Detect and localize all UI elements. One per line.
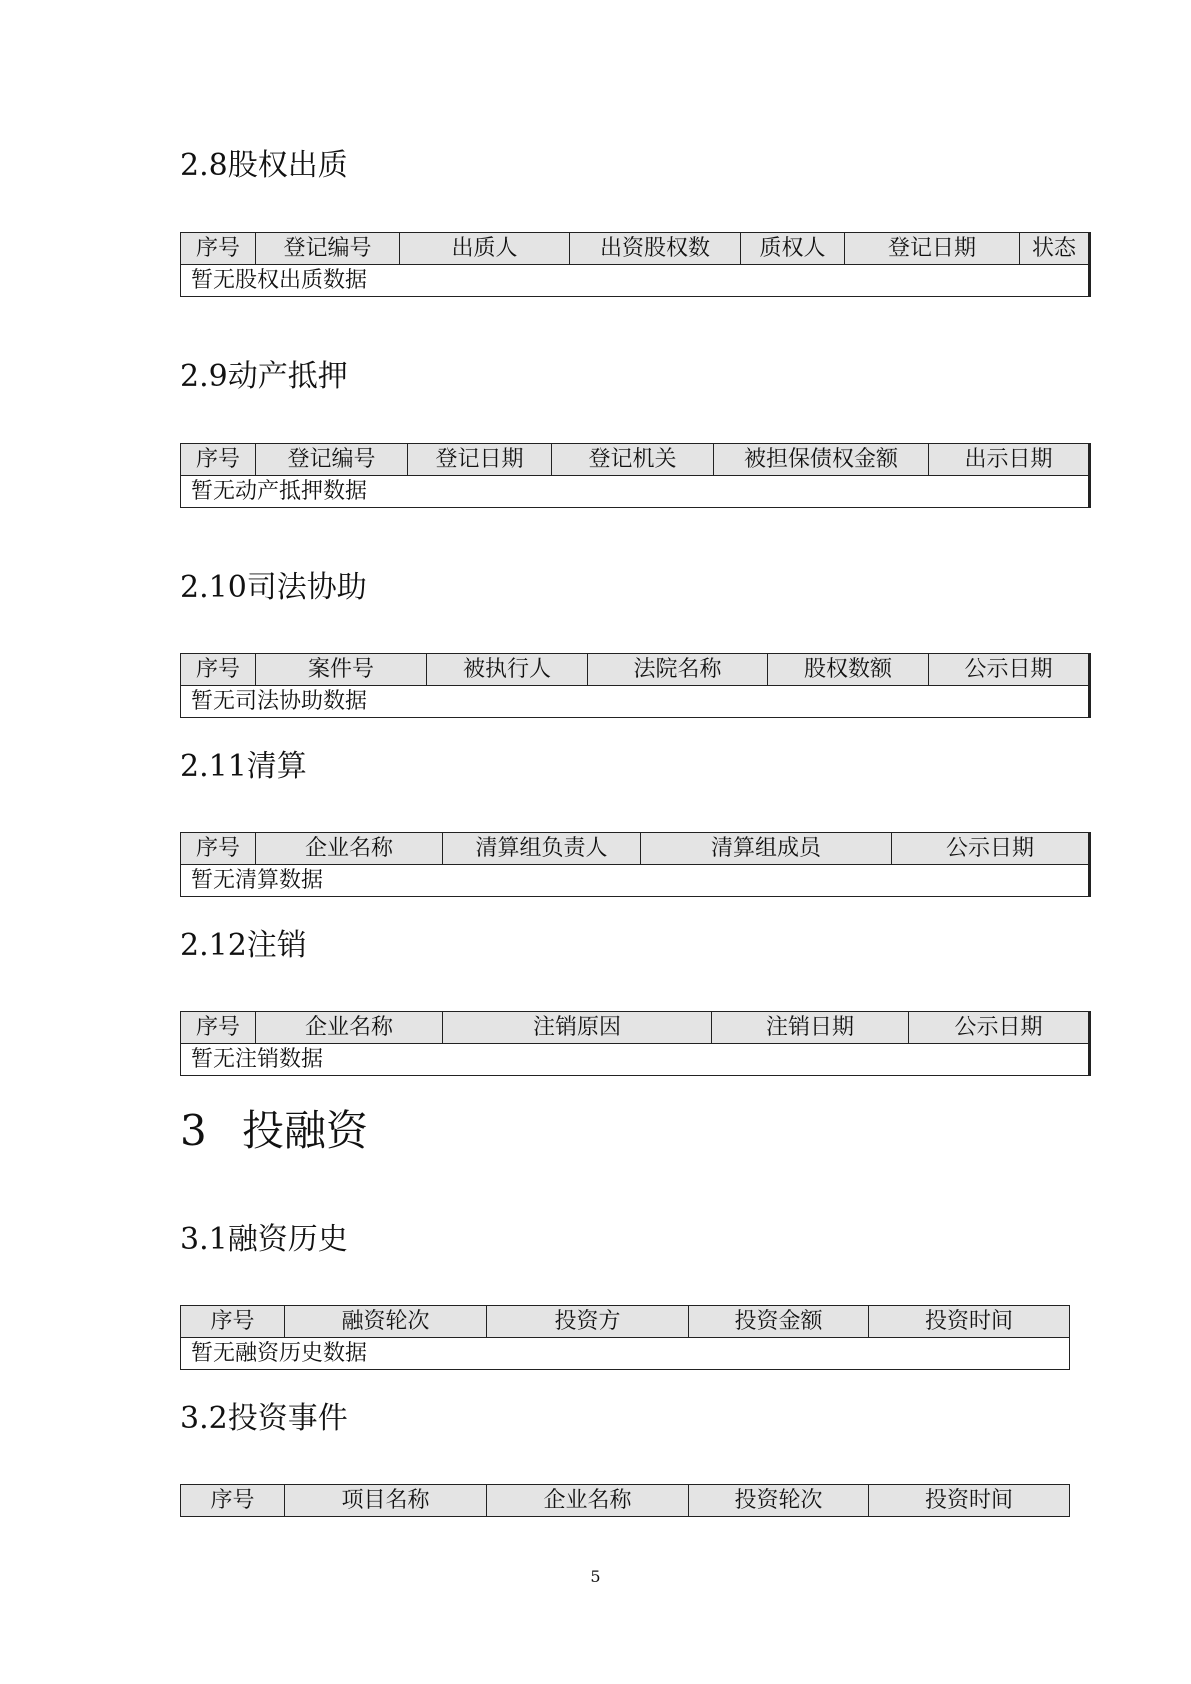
table-header-row <box>181 233 1089 265</box>
table-header-row <box>181 654 1089 686</box>
column-header: 出资股权数 <box>570 233 741 265</box>
chattel-mortgage-table <box>180 443 1089 508</box>
table-row <box>181 686 1089 718</box>
column-header: 序号 <box>181 833 256 865</box>
column-header: 状态 <box>1020 233 1089 265</box>
empty-message: 暂无注销数据 <box>181 1044 1089 1076</box>
section-3-label: 投融资 <box>242 1106 369 1155</box>
section-2-11-title: 2.11清算 <box>180 749 307 784</box>
column-header: 登记日期 <box>408 444 552 476</box>
column-header: 序号 <box>181 233 256 265</box>
column-header: 序号 <box>181 444 256 476</box>
column-header: 项目名称 <box>285 1485 487 1517</box>
column-header: 被担保债权金额 <box>714 444 929 476</box>
column-header: 法院名称 <box>588 654 768 686</box>
column-header: 被执行人 <box>427 654 588 686</box>
column-header: 序号 <box>181 1485 285 1517</box>
liquidation-table <box>180 832 1089 897</box>
column-header: 投资轮次 <box>689 1485 869 1517</box>
section-2-10-title: 2.10司法协助 <box>180 570 367 605</box>
section-2-9-title: 2.9动产抵押 <box>180 359 348 394</box>
table-header-row <box>181 444 1089 476</box>
table-row <box>181 1044 1089 1076</box>
column-header: 登记日期 <box>845 233 1020 265</box>
table-header-row <box>181 1306 1070 1338</box>
column-header: 出示日期 <box>929 444 1089 476</box>
column-header: 企业名称 <box>256 833 443 865</box>
table-header-row <box>181 1485 1070 1517</box>
column-header: 清算组成员 <box>641 833 892 865</box>
column-header: 序号 <box>181 654 256 686</box>
empty-message: 暂无动产抵押数据 <box>181 476 1089 508</box>
judicial-assistance-table <box>180 653 1089 718</box>
column-header: 企业名称 <box>487 1485 689 1517</box>
equity-pledge-table <box>180 232 1089 297</box>
column-header: 登记编号 <box>256 444 408 476</box>
column-header: 股权数额 <box>768 654 929 686</box>
table-row <box>181 1338 1070 1370</box>
column-header: 公示日期 <box>909 1012 1089 1044</box>
table-header-row <box>181 833 1089 865</box>
column-header: 公示日期 <box>929 654 1089 686</box>
section-2-12-title: 2.12注销 <box>180 928 307 963</box>
column-header: 质权人 <box>741 233 845 265</box>
table-row <box>181 865 1089 897</box>
column-header: 登记机关 <box>552 444 714 476</box>
column-header: 注销日期 <box>712 1012 909 1044</box>
section-3-number: 3 <box>180 1106 207 1155</box>
deregistration-table <box>180 1011 1089 1076</box>
empty-message: 暂无融资历史数据 <box>181 1338 1070 1370</box>
column-header: 登记编号 <box>256 233 400 265</box>
section-3-1-title: 3.1融资历史 <box>180 1222 348 1257</box>
column-header: 出质人 <box>400 233 570 265</box>
column-header: 融资轮次 <box>285 1306 487 1338</box>
investment-events-table <box>180 1484 1070 1517</box>
column-header: 序号 <box>181 1012 256 1044</box>
section-2-8-title: 2.8股权出质 <box>180 148 348 183</box>
empty-message: 暂无股权出质数据 <box>181 265 1089 297</box>
column-header: 投资金额 <box>689 1306 869 1338</box>
column-header: 案件号 <box>256 654 427 686</box>
table-row <box>181 476 1089 508</box>
page-number: 5 <box>590 1567 601 1586</box>
table-header-row <box>181 1012 1089 1044</box>
column-header: 投资时间 <box>869 1485 1070 1517</box>
empty-message: 暂无清算数据 <box>181 865 1089 897</box>
column-header: 注销原因 <box>443 1012 712 1044</box>
empty-message: 暂无司法协助数据 <box>181 686 1089 718</box>
column-header: 投资方 <box>487 1306 689 1338</box>
column-header: 投资时间 <box>869 1306 1070 1338</box>
column-header: 序号 <box>181 1306 285 1338</box>
financing-history-table <box>180 1305 1070 1370</box>
section-3-title <box>180 1106 368 1156</box>
table-row <box>181 265 1089 297</box>
column-header: 企业名称 <box>256 1012 443 1044</box>
column-header: 清算组负责人 <box>443 833 641 865</box>
column-header: 公示日期 <box>892 833 1089 865</box>
section-3-2-title: 3.2投资事件 <box>180 1401 348 1436</box>
